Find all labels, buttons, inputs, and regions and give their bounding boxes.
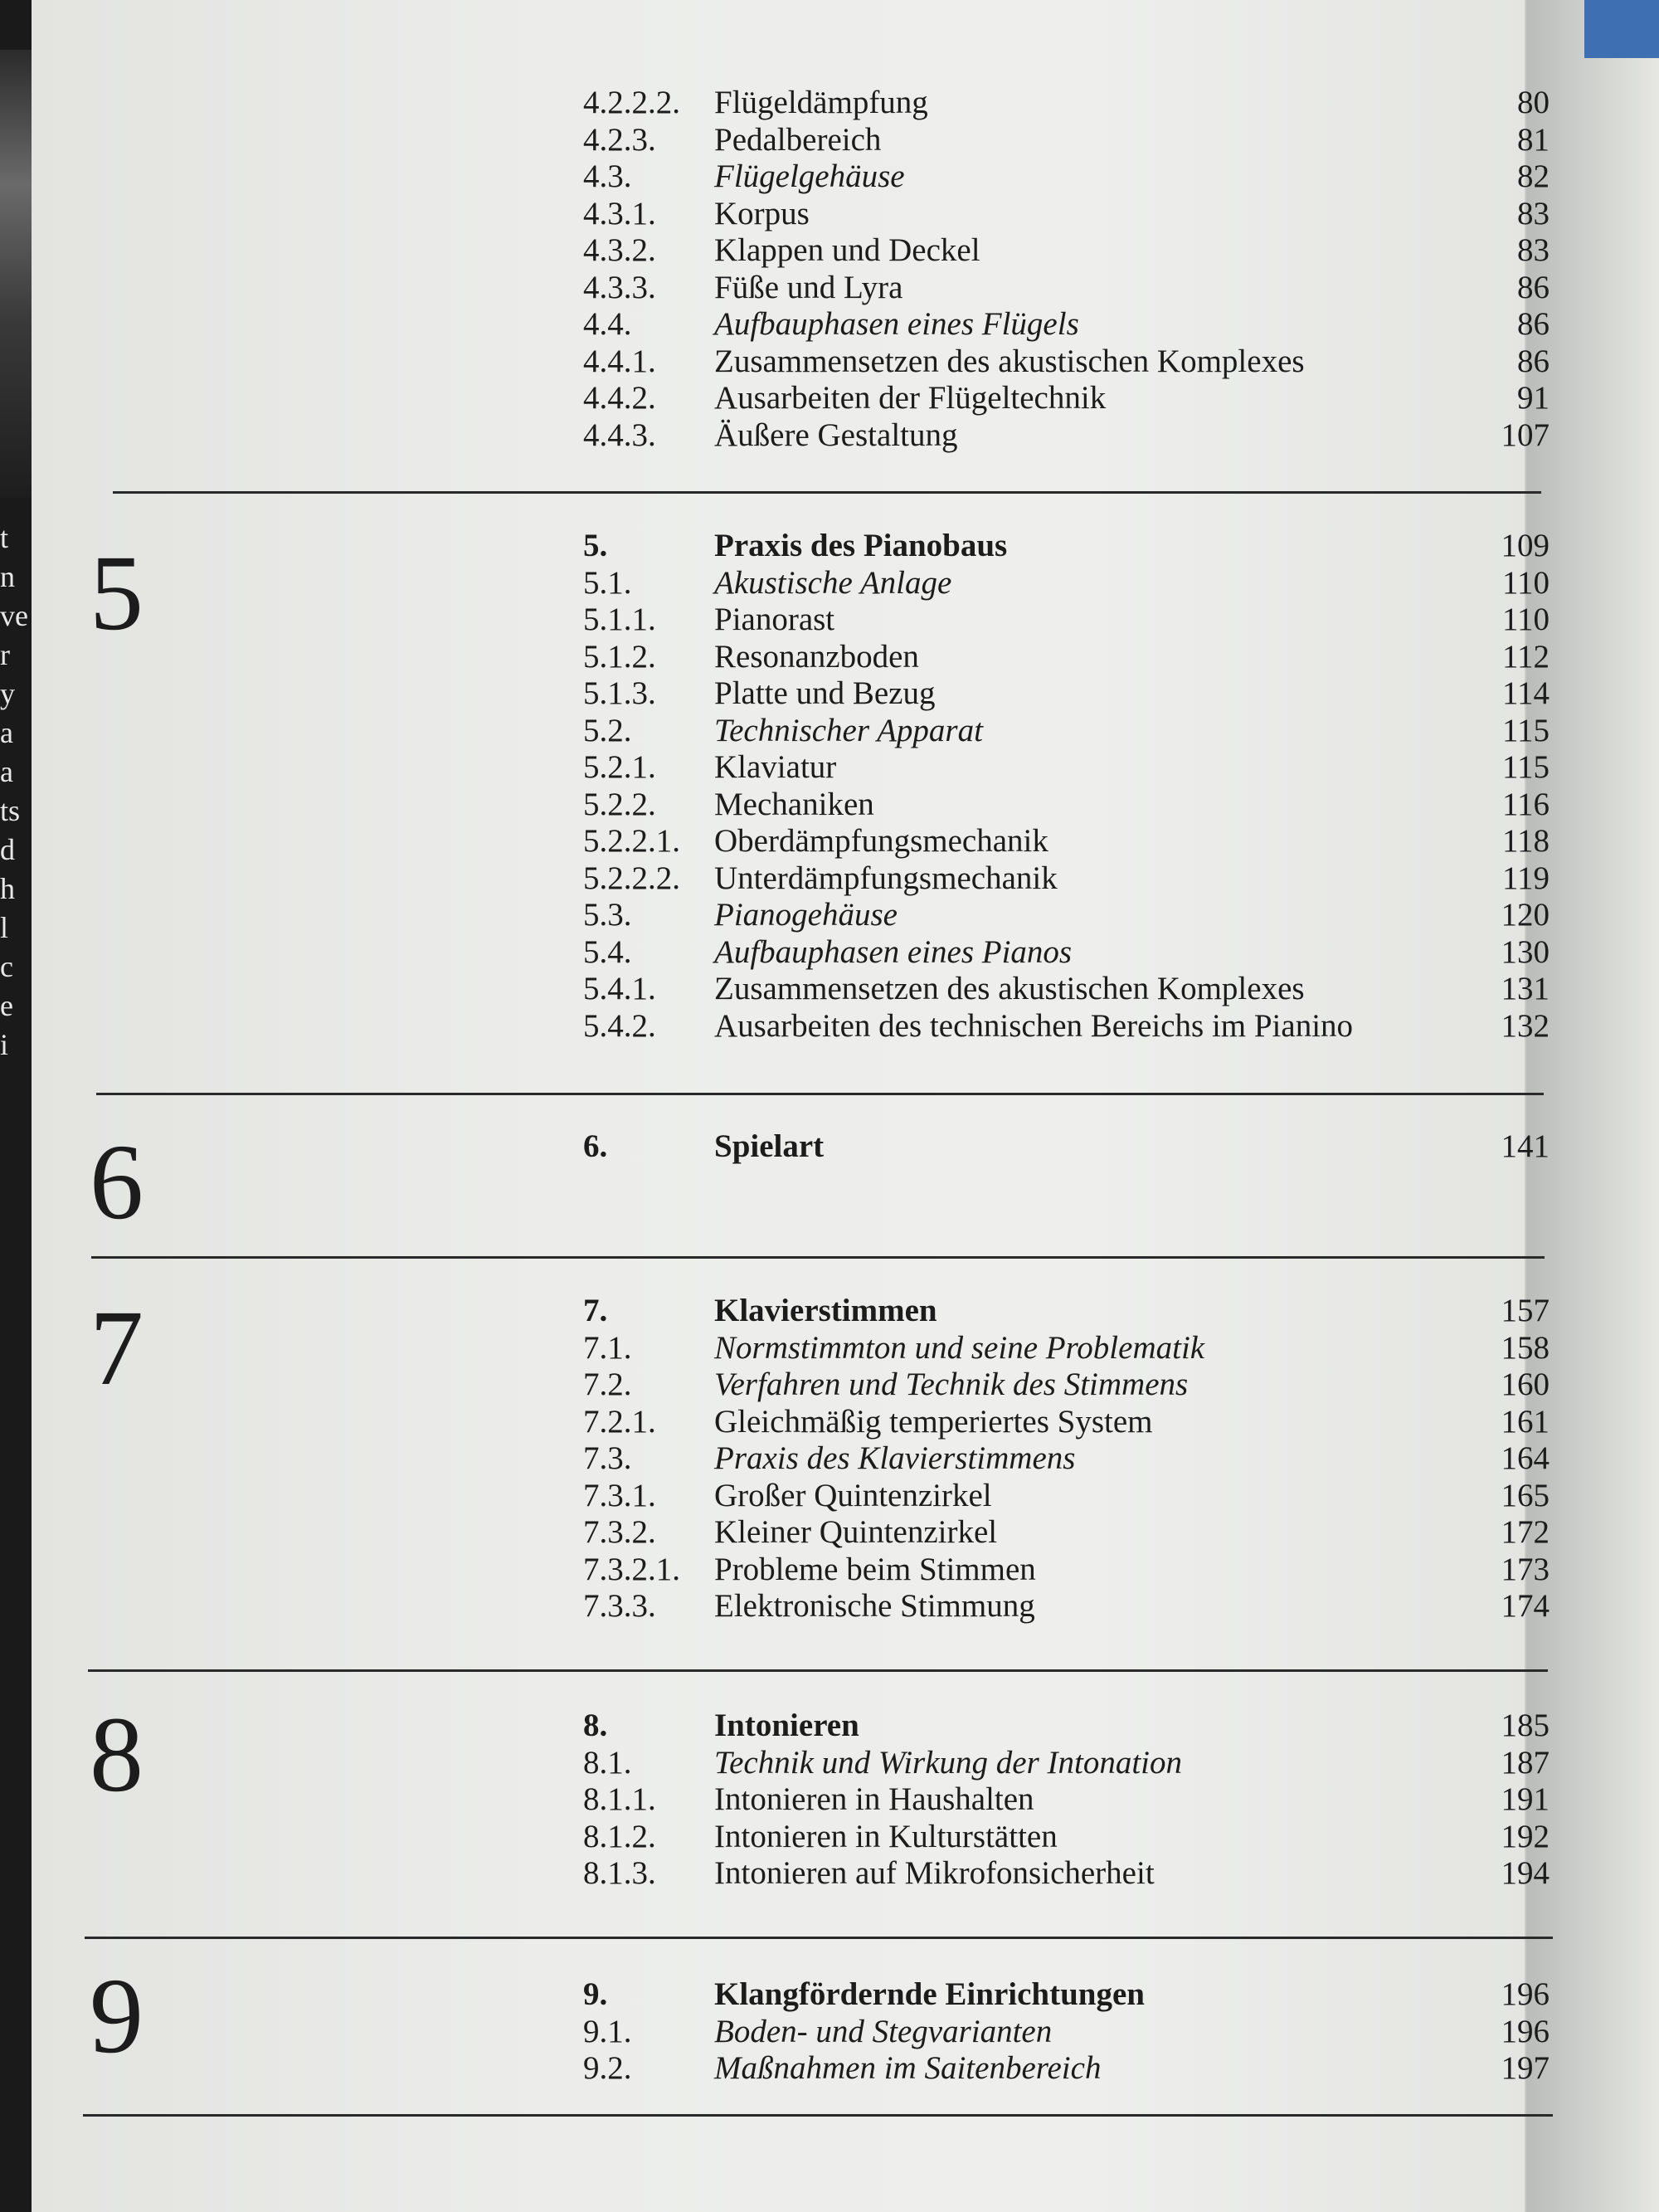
- entry-page-number: 120: [1501, 897, 1550, 933]
- entry-title: Mechaniken: [714, 786, 874, 822]
- entry-title: Pedalbereich: [714, 121, 882, 158]
- entry-title: Platte und Bezug: [714, 675, 936, 711]
- entry-page-number: 160: [1501, 1367, 1550, 1402]
- toc-entry[interactable]: [583, 1478, 1550, 1514]
- entry-title: Oberdämpfungsmechanik: [714, 823, 1048, 859]
- toc-entry[interactable]: [583, 1552, 1550, 1588]
- entry-number: 4.2.2.2.: [583, 85, 680, 120]
- toc-entry[interactable]: [583, 713, 1550, 749]
- entry-number: 7.: [583, 1293, 608, 1328]
- entry-title: Korpus: [714, 195, 810, 231]
- entry-page-number: 82: [1517, 158, 1550, 194]
- entry-page-number: 81: [1517, 121, 1550, 158]
- entry-page-number: 116: [1501, 786, 1550, 822]
- chapter-number: 7: [90, 1289, 144, 1408]
- entry-number: 4.4.2.: [583, 380, 656, 416]
- toc-entry[interactable]: [583, 1128, 1550, 1165]
- edge-fragment: a: [0, 716, 13, 749]
- entry-title: Klaviatur: [714, 749, 837, 785]
- entry-number: 5.: [583, 528, 608, 563]
- entry-page-number: 112: [1501, 638, 1550, 675]
- entry-title: Normstimmton und seine Problematik: [714, 1329, 1205, 1366]
- entry-number: 9.2.: [583, 2050, 632, 2086]
- entry-title: Klavierstimmen: [714, 1293, 937, 1328]
- entry-number: 8.1.3.: [583, 1855, 656, 1891]
- entry-title: Intonieren in Haushalten: [714, 1781, 1034, 1817]
- toc-entry[interactable]: [583, 1819, 1550, 1855]
- toc-entry[interactable]: [583, 270, 1550, 306]
- section-divider: [83, 2114, 1553, 2117]
- toc-entry[interactable]: [583, 1781, 1550, 1818]
- entry-number: 7.3.2.1.: [583, 1551, 680, 1587]
- entry-title: Boden- und Stegvarianten: [714, 2013, 1053, 2049]
- toc-entry[interactable]: [583, 528, 1550, 564]
- toc-entry[interactable]: [583, 1404, 1550, 1440]
- entry-number: 5.2.1.: [583, 749, 656, 785]
- toc-entry[interactable]: [583, 306, 1550, 343]
- toc-entry[interactable]: [583, 971, 1550, 1007]
- entry-page-number: 109: [1501, 528, 1550, 563]
- toc-entry[interactable]: [583, 1588, 1550, 1625]
- entry-title: Äußere Gestaltung: [714, 417, 958, 453]
- toc-entry[interactable]: [583, 1330, 1550, 1367]
- toc-page: [32, 0, 1550, 2212]
- entry-number: 4.3.: [583, 158, 632, 194]
- entry-number: 4.3.2.: [583, 232, 656, 268]
- entry-page-number: 196: [1501, 2013, 1550, 2049]
- toc-entry[interactable]: [583, 1514, 1550, 1551]
- entry-page-number: 115: [1501, 712, 1550, 748]
- entry-number: 5.2.: [583, 712, 632, 748]
- toc-entry[interactable]: [583, 860, 1550, 897]
- toc-entry[interactable]: [583, 1440, 1550, 1477]
- edge-fragment: r: [0, 638, 10, 671]
- entry-page-number: 131: [1501, 971, 1550, 1006]
- entry-title: Pianorast: [714, 602, 835, 637]
- entry-number: 8.1.1.: [583, 1781, 656, 1817]
- entry-title: Aufbauphasen eines Flügels: [714, 306, 1079, 342]
- entry-page-number: 164: [1501, 1440, 1550, 1476]
- entry-number: 7.3.2.: [583, 1514, 656, 1550]
- entry-title: Probleme beim Stimmen: [714, 1551, 1036, 1587]
- chapter-number: 9: [90, 1956, 144, 2076]
- entry-page-number: 173: [1501, 1551, 1550, 1587]
- edge-fragment: l: [0, 911, 9, 944]
- entry-page-number: 192: [1501, 1818, 1550, 1854]
- entry-title: Pianogehäuse: [714, 897, 898, 933]
- toc-entry[interactable]: [583, 749, 1550, 786]
- toc-entry[interactable]: [583, 343, 1550, 380]
- entry-number: 7.3.: [583, 1440, 632, 1476]
- toc-entry[interactable]: [583, 158, 1550, 195]
- entry-title: Verfahren und Technik des Stimmens: [714, 1367, 1189, 1402]
- entry-page-number: 141: [1501, 1128, 1550, 1164]
- chapter-number: 8: [90, 1695, 144, 1815]
- toc-entry[interactable]: [583, 639, 1550, 675]
- toc-entry[interactable]: [583, 934, 1550, 971]
- entry-number: 4.2.3.: [583, 121, 656, 158]
- toc-entry[interactable]: [583, 417, 1550, 454]
- entry-title: Spielart: [714, 1128, 825, 1164]
- toc-entry[interactable]: [583, 565, 1550, 602]
- entry-title: Großer Quintenzirkel: [714, 1477, 992, 1513]
- section-divider: [113, 491, 1541, 494]
- edge-fragment: e: [0, 989, 13, 1022]
- toc-entry[interactable]: [583, 1367, 1550, 1403]
- section-divider: [91, 1256, 1545, 1259]
- section-divider: [85, 1937, 1553, 1939]
- entry-number: 4.4.3.: [583, 417, 656, 453]
- toc-entry[interactable]: [583, 85, 1550, 121]
- entry-title: Maßnahmen im Saitenbereich: [714, 2050, 1102, 2086]
- entry-title: Resonanzboden: [714, 638, 919, 675]
- entry-number: 9.: [583, 1976, 608, 2012]
- toc-entry[interactable]: [583, 602, 1550, 638]
- entry-title: Kleiner Quintenzirkel: [714, 1514, 998, 1550]
- entry-page-number: 118: [1501, 823, 1550, 859]
- toc-entry[interactable]: [583, 232, 1550, 269]
- entry-page-number: 86: [1517, 306, 1550, 342]
- entry-page-number: 196: [1501, 1976, 1550, 2012]
- entry-title: Technischer Apparat: [714, 712, 983, 748]
- edge-fragment: c: [0, 950, 13, 983]
- entry-page-number: 115: [1501, 749, 1550, 785]
- entry-number: 5.4.1.: [583, 971, 656, 1006]
- entry-title: Zusammensetzen des akustischen Komplexes: [714, 343, 1305, 379]
- toc-entry[interactable]: [583, 1855, 1550, 1892]
- section-divider: [96, 1093, 1544, 1095]
- entry-number: 8.: [583, 1708, 608, 1743]
- entry-number: 4.4.1.: [583, 343, 656, 379]
- toc-entry[interactable]: [583, 675, 1550, 712]
- entry-page-number: 114: [1501, 675, 1550, 711]
- edge-fragment: ve: [0, 599, 28, 632]
- entry-number: 5.1.1.: [583, 602, 656, 637]
- entry-title: Gleichmäßig temperiertes System: [714, 1403, 1153, 1440]
- entry-page-number: 86: [1517, 343, 1550, 379]
- toc-entry[interactable]: [583, 1708, 1550, 1744]
- chapter-number: 5: [90, 534, 144, 653]
- entry-number: 5.2.2.2.: [583, 860, 680, 896]
- adjacent-photo: [0, 50, 32, 498]
- toc-entry[interactable]: [583, 1745, 1550, 1781]
- edge-fragment: h: [0, 872, 15, 905]
- background-blue-object: [1584, 0, 1659, 58]
- entry-page-number: 119: [1501, 860, 1550, 896]
- entry-page-number: 185: [1501, 1708, 1550, 1743]
- entry-page-number: 161: [1501, 1403, 1550, 1440]
- entry-number: 5.2.2.1.: [583, 823, 680, 859]
- toc-entry[interactable]: [583, 2050, 1550, 2087]
- adjacent-text-fragments: [0, 519, 32, 1065]
- entry-title: Klappen und Deckel: [714, 232, 980, 268]
- entry-title: Füße und Lyra: [714, 269, 903, 305]
- entry-page-number: 83: [1517, 195, 1550, 231]
- edge-fragment: ts: [0, 794, 21, 827]
- toc-entry[interactable]: [583, 1293, 1550, 1329]
- entry-number: 5.4.2.: [583, 1007, 656, 1044]
- entry-page-number: 132: [1501, 1007, 1550, 1044]
- toc-entry[interactable]: [583, 1976, 1550, 2013]
- entry-number: 5.3.: [583, 897, 632, 933]
- entry-title: Intonieren auf Mikrofonsicherheit: [714, 1855, 1155, 1891]
- entry-page-number: 107: [1501, 417, 1550, 453]
- toc-entry[interactable]: [583, 196, 1550, 232]
- entry-page-number: 194: [1501, 1855, 1550, 1891]
- entry-page-number: 110: [1501, 564, 1550, 601]
- entry-page-number: 130: [1501, 933, 1550, 970]
- entry-title: Elektronische Stimmung: [714, 1588, 1035, 1624]
- entry-title: Unterdämpfungsmechanik: [714, 860, 1058, 896]
- entry-page-number: 187: [1501, 1744, 1550, 1781]
- entry-title: Zusammensetzen des akustischen Komplexes: [714, 971, 1305, 1006]
- entry-title: Intonieren: [714, 1708, 859, 1743]
- entry-number: 7.3.3.: [583, 1588, 656, 1624]
- chapter-number: 6: [90, 1123, 144, 1242]
- section-divider: [88, 1669, 1548, 1672]
- entry-number: 4.3.1.: [583, 195, 656, 231]
- entry-number: 8.1.: [583, 1744, 632, 1781]
- entry-page-number: 157: [1501, 1293, 1550, 1328]
- entry-page-number: 165: [1501, 1477, 1550, 1513]
- edge-fragment: a: [0, 755, 13, 788]
- entry-number: 7.2.1.: [583, 1403, 656, 1440]
- edge-fragment: t: [0, 521, 9, 554]
- entry-title: Praxis des Pianobaus: [714, 528, 1008, 563]
- entry-title: Ausarbeiten der Flügeltechnik: [714, 380, 1107, 416]
- entry-number: 7.1.: [583, 1329, 632, 1366]
- adjacent-page-edge: [0, 0, 32, 2212]
- entry-number: 5.2.2.: [583, 786, 656, 822]
- entry-number: 7.2.: [583, 1367, 632, 1402]
- edge-fragment: n: [0, 560, 15, 593]
- toc-entry[interactable]: [583, 380, 1550, 417]
- entry-page-number: 83: [1517, 232, 1550, 268]
- entry-page-number: 197: [1501, 2050, 1550, 2086]
- entry-page-number: 91: [1517, 380, 1550, 416]
- toc-entry[interactable]: [583, 122, 1550, 158]
- entry-number: 4.4.: [583, 306, 632, 342]
- entry-page-number: 110: [1501, 602, 1550, 637]
- entry-page-number: 86: [1517, 269, 1550, 305]
- entry-number: 4.3.3.: [583, 269, 656, 305]
- edge-fragment: d: [0, 833, 15, 866]
- toc-entry[interactable]: [583, 2014, 1550, 2050]
- entry-page-number: 158: [1501, 1329, 1550, 1366]
- entry-title: Praxis des Klavierstimmens: [714, 1440, 1076, 1476]
- entry-number: 8.1.2.: [583, 1818, 656, 1854]
- entry-title: Aufbauphasen eines Pianos: [714, 933, 1073, 970]
- toc-entry[interactable]: [583, 897, 1550, 933]
- entry-number: 5.4.: [583, 933, 632, 970]
- entry-number: 5.1.2.: [583, 638, 656, 675]
- entry-number: 7.3.1.: [583, 1477, 656, 1513]
- edge-fragment: y: [0, 677, 15, 710]
- toc-entry[interactable]: [583, 1008, 1550, 1045]
- entry-page-number: 80: [1517, 85, 1550, 120]
- entry-title: Intonieren in Kulturstätten: [714, 1818, 1058, 1854]
- entry-page-number: 191: [1501, 1781, 1550, 1817]
- entry-page-number: 172: [1501, 1514, 1550, 1550]
- entry-page-number: 174: [1501, 1588, 1550, 1624]
- entry-number: 5.1.: [583, 564, 632, 601]
- toc-entry[interactable]: [583, 823, 1550, 860]
- edge-fragment: i: [0, 1028, 9, 1061]
- entry-title: Flügeldämpfung: [714, 85, 928, 120]
- entry-title: Klangfördernde Einrichtungen: [714, 1976, 1145, 2012]
- entry-title: Akustische Anlage: [714, 564, 952, 601]
- entry-title: Flügelgehäuse: [714, 158, 905, 194]
- entry-number: 9.1.: [583, 2013, 632, 2049]
- toc-entry[interactable]: [583, 787, 1550, 823]
- entry-number: 6.: [583, 1128, 608, 1164]
- entry-title: Ausarbeiten des technischen Bereichs im Pianino: [714, 1007, 1354, 1044]
- entry-number: 5.1.3.: [583, 675, 656, 711]
- entry-title: Technik und Wirkung der Intonation: [714, 1744, 1183, 1781]
